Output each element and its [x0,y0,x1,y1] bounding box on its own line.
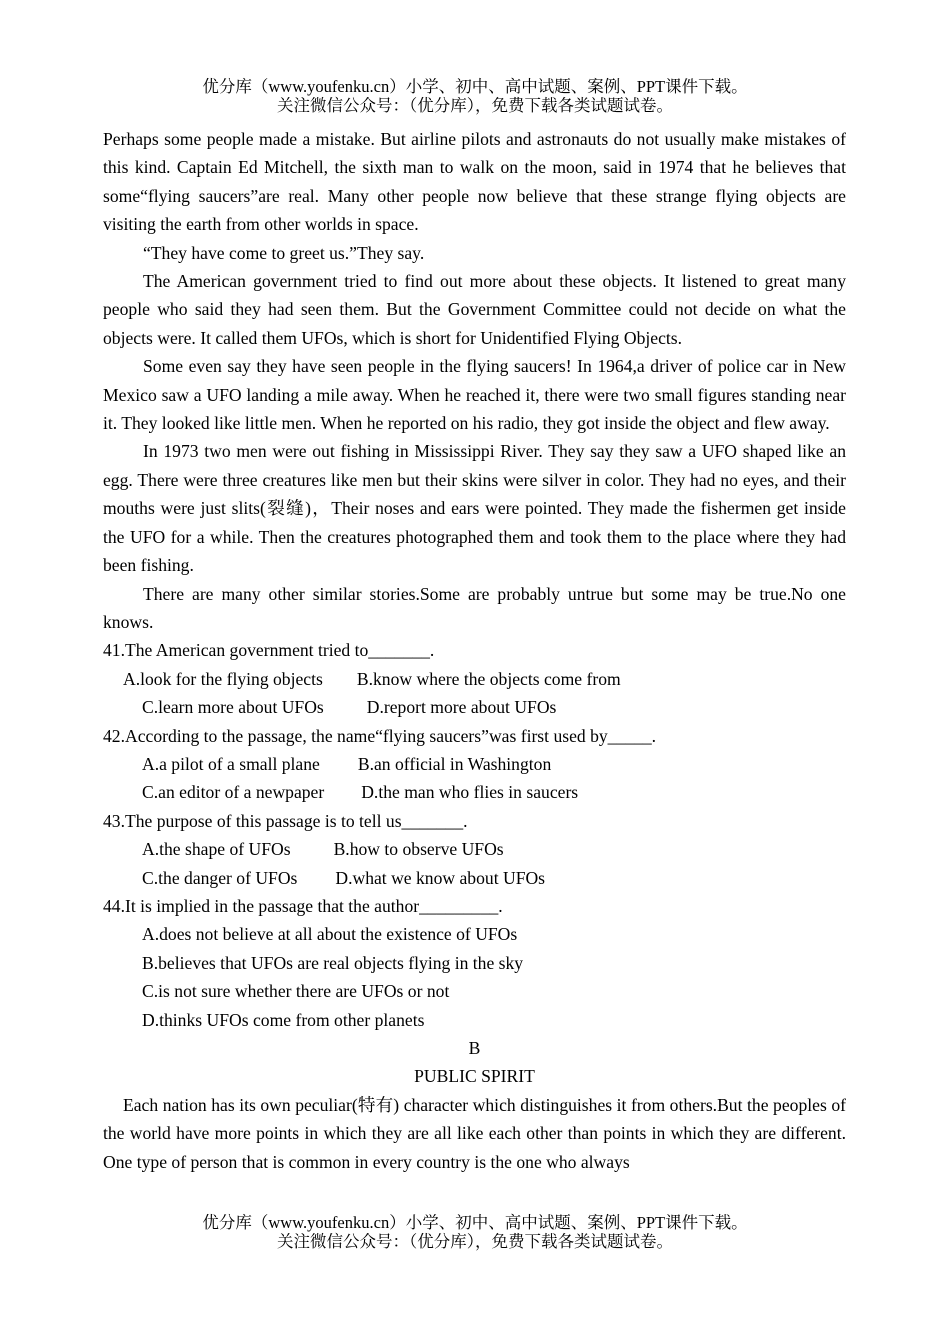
page-header [0,77,950,115]
question-41-option-a: A.look for the flying objects [123,668,323,689]
question-41-options-row-1 [103,665,846,693]
question-41-options-row-2 [103,693,846,721]
page-footer [0,1213,950,1251]
passage-a-paragraph-5: In 1973 two men were out fishing in Mississippi River. They say they saw a UFO shaped like an egg. There were three creatures like men but their skins were silver in color. They had no eyes, and their mouths were just slits(裂缝)，Their noses and ears were pointed. They made the fishermen get inside the UFO for a while. Then the creatures photographed them and took them to the place where they had been fishing. [103,441,846,576]
question-42-options-row-1 [103,750,846,778]
passage-a-paragraph-2: “They have come to greet us.”They say. [143,242,425,263]
question-42-option-d: D.the man who flies in saucers [361,782,579,803]
question-43-option-d: D.what we know about UFOs [335,867,546,888]
question-44-option-a: A.does not believe at all about the existence of UFOs [142,924,518,945]
question-43-option-b: B.how to observe UFOs [333,839,504,860]
question-43-options-row-1 [103,835,846,863]
passage-a-paragraph-3: The American government tried to find out more about these objects. It listened to great many people who said they had seen them. But the Government Committee could not decide on what the objects were. It called them UFOs, which is short for Unidentified Flying Objects. [103,271,846,348]
question-42-options-row-2 [103,778,846,806]
header-line-1: 优分库（www.youfenku.cn）小学、初中、高中试题、案例、PPT课件下载。 [202,77,748,96]
question-42-stem: 42.According to the passage, the name“flying saucers”was first used by_____. [103,725,657,746]
question-43-option-c: C.the danger of UFOs [142,867,298,888]
footer-line-2: 关注微信公众号：（优分库），免费下载各类试题试卷。 [277,1232,673,1251]
document-body [103,125,846,1176]
question-44-option-c: C.is not sure whether there are UFOs or not [142,981,450,1002]
question-43-option-a: A.the shape of UFOs [142,839,291,860]
passage-a-paragraph-6: There are many other similar stories.Some are probably untrue but some may be true.No one knows. [103,583,846,632]
question-42-option-a: A.a pilot of a small plane [142,753,320,774]
question-43-options-row-2 [103,864,846,892]
question-43-stem: 43.The purpose of this passage is to tell us_______. [103,810,468,831]
question-44-option-b: B.believes that UFOs are real objects flying in the sky [142,952,524,973]
passage-b-paragraph: Each nation has its own peculiar(特有) character which distinguishes it from others.But the peoples of the world have more points in which they are all like each other than points in which they are different. One type of person that is common in every country is the one who always [103,1094,846,1172]
question-42-option-b: B.an official in Washington [357,753,552,774]
question-41-option-c: C.learn more about UFOs [142,697,324,718]
passage-b-title: PUBLIC SPIRIT [414,1066,535,1087]
question-42-option-c: C.an editor of a newpaper [142,782,325,803]
question-41-option-b: B.know where the objects come from [356,668,621,689]
passage-a-paragraph-1: Perhaps some people made a mistake. But airline pilots and astronauts do not usually make mistakes of this kind. Captain Ed Mitchell, the sixth man to walk on the moon, said in 1974 that he believes that some“flying saucers”are real. Many other people now believe that these strange flying objects are visiting the earth from other worlds in space. [103,129,846,235]
question-44-stem: 44.It is implied in the passage that the author_________. [103,895,503,916]
question-41-option-d: D.report more about UFOs [366,697,557,718]
footer-line-1: 优分库（www.youfenku.cn）小学、初中、高中试题、案例、PPT课件下载。 [202,1213,748,1232]
header-line-2: 关注微信公众号：（优分库），免费下载各类试题试卷。 [277,96,673,115]
passage-b-letter: B [468,1038,481,1058]
passage-a-paragraph-4: Some even say they have seen people in the flying saucers! In 1964,a driver of police car in New Mexico saw a UFO landing a mile away. When he reached it, there were two small figures standing near it. They looked like little men. When he reported on his radio, they got inside the object and flew away. [103,356,846,434]
question-41-stem: 41.The American government tried to_______. [103,640,435,661]
question-44-option-d: D.thinks UFOs come from other planets [142,1009,425,1030]
